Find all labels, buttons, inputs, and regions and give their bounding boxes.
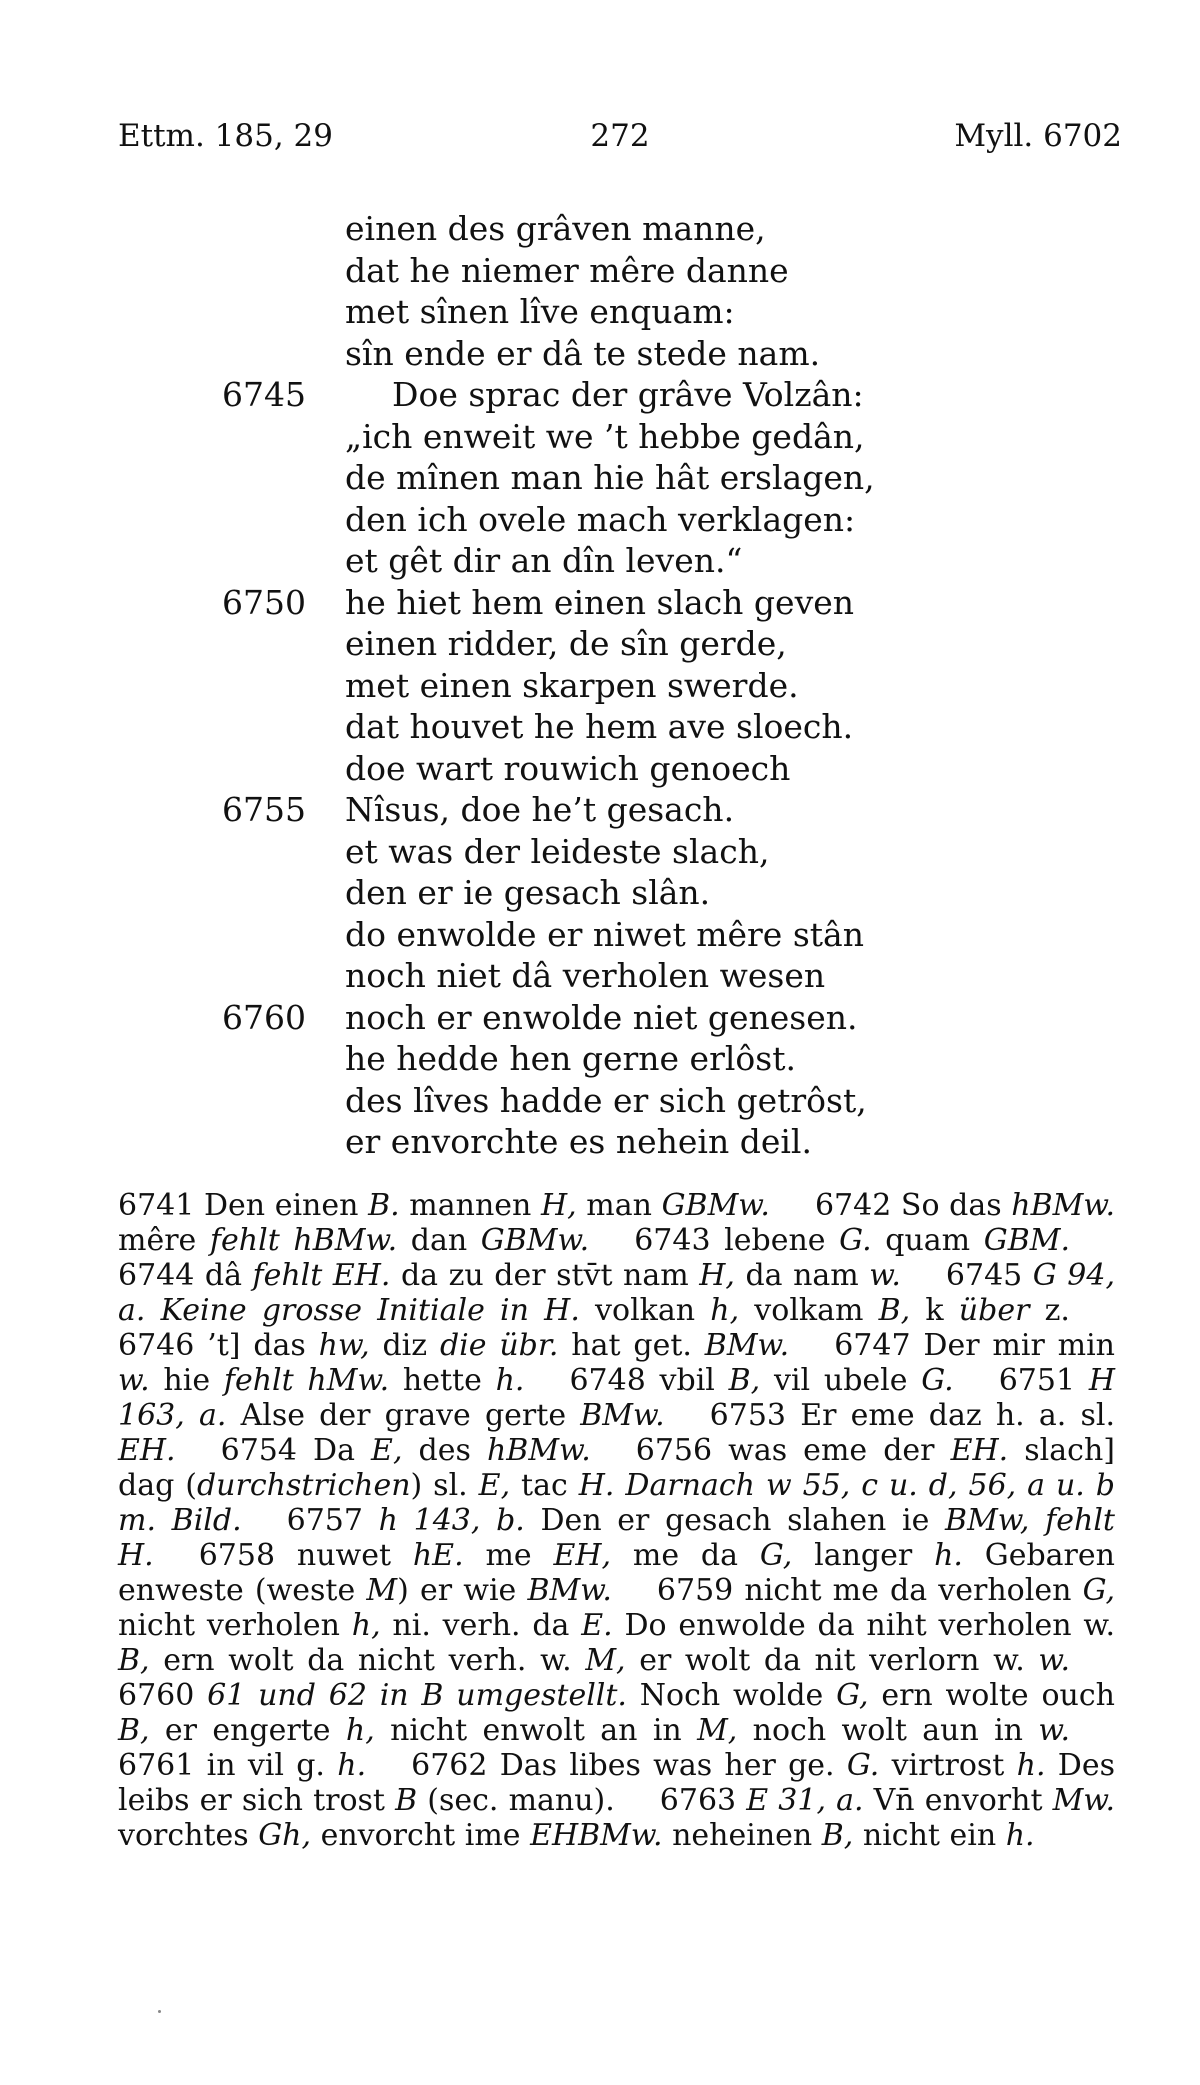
apparatus-text: Vn̄ envorht [863,1783,1053,1818]
verse-line [0,1038,1200,1080]
verse-line [0,457,1200,499]
apparatus-siglum: E. [581,1608,613,1643]
verse-line [0,416,1200,458]
apparatus-siglum: G 94, a. Keine grosse Initiale in H. [118,1258,1115,1328]
apparatus-text: ) sl. [410,1468,479,1503]
apparatus-text: Do enwolde da niht verholen w. [612,1608,1115,1643]
verse-text-line: dat he niemer mêre danne [345,250,789,290]
apparatus-siglum: GBMw. [480,1223,590,1258]
apparatus-text: slach] dag ( [118,1433,1115,1503]
apparatus-text: quam [871,1223,984,1258]
verse-text [0,208,1200,1163]
apparatus-siglum: BMw, [945,1503,1030,1538]
apparatus-siglum: w. [1038,1713,1070,1748]
apparatus-text: er engerte [149,1713,346,1748]
apparatus-text: volkam [739,1293,879,1328]
verse-text-line: einen ridder, de sîn gerde, [345,624,787,663]
apparatus-siglum: B. [368,1188,400,1223]
entry-separator [1070,1223,1115,1258]
apparatus-text: me da [611,1538,760,1573]
apparatus-entry [118,1258,901,1293]
apparatus-text: hette [389,1363,496,1398]
apparatus-text: 6754 Da [220,1433,372,1468]
apparatus-siglum: fehlt hBMw. [209,1223,398,1258]
apparatus-text: 6745 [945,1258,1033,1293]
apparatus-text: tac [510,1468,579,1503]
apparatus-text: man [576,1188,662,1223]
apparatus-siglum: EH, [553,1538,612,1573]
apparatus-text: 6744 dâ [118,1258,253,1293]
verse-number: 6750 [222,582,306,622]
apparatus-siglum: BMw. [527,1573,612,1608]
apparatus-siglum: B, [878,1293,911,1328]
apparatus-text: 6759 nicht me da verholen [656,1573,1083,1608]
apparatus-text: Alse der grave gerte [226,1398,581,1433]
apparatus-text: hie [149,1363,224,1398]
entry-separator [154,1538,199,1573]
apparatus-entry [118,1328,789,1363]
apparatus-text: 6743 lebene [634,1223,840,1258]
verse-line [0,499,1200,541]
apparatus-text: ern wolte ouch [868,1678,1115,1713]
apparatus-text: nicht verholen [118,1608,352,1643]
apparatus-text: dan [397,1223,481,1258]
apparatus-siglum: w. [1038,1643,1070,1678]
apparatus-text: nicht ein [853,1818,1006,1853]
apparatus-siglum: EH. [950,1433,1009,1468]
apparatus-entry [634,1223,1070,1258]
apparatus-text: vorchtes [118,1818,259,1853]
verse-line [0,1121,1200,1163]
verse-line [0,955,1200,997]
apparatus-entry [118,1748,366,1783]
apparatus-siglum: hBMw. [1011,1188,1115,1223]
entry-separator [1070,1643,1115,1678]
entry-separator [665,1398,710,1433]
apparatus-text: hat get. [558,1328,705,1363]
apparatus-text: k [910,1293,959,1328]
apparatus-siglum: EHBMw. [530,1818,663,1853]
verse-text-line: noch niet dâ verholen wesen [345,956,826,995]
apparatus-siglum: B, [821,1818,854,1853]
entry-separator [612,1573,657,1608]
verse-text-line: sîn ende er dâ te stede nam. [345,333,821,373]
verse-number: 6745 [222,375,306,414]
apparatus-siglum: B, [118,1643,150,1678]
apparatus-siglum: E, [371,1433,403,1468]
verse-text-line: den ich ovele mach verklagen: [345,499,856,539]
apparatus-siglum: h. [1005,1818,1035,1853]
verse-text-line: den er ie gesach slân. [345,873,711,912]
verse-number: 6760 [222,997,306,1037]
verse-line [0,374,1200,416]
verse-line [0,291,1200,333]
entry-separator [591,1433,636,1468]
apparatus-siglum: H, [540,1188,577,1223]
apparatus-siglum: E, [478,1468,511,1503]
verse-line [0,706,1200,748]
apparatus-text: 6758 nuwet [198,1538,413,1573]
apparatus-text: 6746 ’t] das [118,1328,319,1363]
apparatus-text: des [402,1433,487,1468]
verse-line [0,831,1200,873]
apparatus-siglum: hw, [318,1328,370,1363]
apparatus-siglum: BMw. [704,1328,790,1363]
apparatus-siglum: h. [1016,1748,1046,1783]
apparatus-siglum: h. [337,1748,367,1783]
entry-separator [615,1783,660,1818]
entry-separator [176,1433,221,1468]
verse-text-line: he hiet hem einen slach geven [345,582,855,622]
apparatus-siglum: hBMw. [486,1433,591,1468]
verse-line [0,997,1200,1039]
verse-text-line: et was der leideste slach, [345,831,770,871]
apparatus-text: er wolt da nit verlorn w. [625,1643,1039,1678]
apparatus-siglum: B, [728,1363,761,1398]
apparatus-text: Des leibs er sich trost [118,1748,1115,1818]
apparatus-text [1029,1503,1045,1538]
apparatus-siglum: hE. [412,1538,464,1573]
apparatus-siglum: durchstrichen [196,1468,411,1503]
apparatus-siglum: 61 und 62 in B umgestellt. [207,1678,627,1713]
apparatus-siglum: B, [118,1713,150,1748]
entry-separator [901,1258,946,1293]
apparatus-text: z. [1029,1293,1070,1328]
stray-mark [158,2010,161,2013]
verse-text-line: „ich enweit we ’t hebbe gedân, [345,416,865,456]
apparatus-text: 6747 Der mir min [834,1328,1115,1363]
apparatus-text: ) er wie [397,1573,528,1608]
verse-text-line: er envorchte es nehein deil. [345,1122,812,1161]
verse-line [0,250,1200,292]
apparatus-siglum: B [395,1783,418,1818]
apparatus-text: 6751 [998,1363,1089,1398]
verse-line [0,748,1200,790]
apparatus-siglum: G, [1082,1573,1116,1608]
verse-text-line: do enwolde er niwet mêre stân [345,914,864,954]
apparatus-siglum: h. [495,1363,525,1398]
apparatus-siglum: G. [839,1223,872,1258]
running-header [118,118,1122,158]
apparatus-siglum: EH. [118,1433,176,1468]
apparatus-siglum: w. [869,1258,901,1293]
verse-text-line: des lîves hadde er sich getrôst, [345,1080,867,1120]
verse-text-line: doe wart rouwich genoech [345,748,791,788]
verse-text-line: de mînen man hie hât erslagen, [345,458,875,497]
apparatus-entry [118,1188,770,1223]
apparatus-text: ni. verh. da [380,1608,582,1643]
entry-separator [242,1503,287,1538]
apparatus-siglum: h, [710,1293,740,1328]
verse-text-line: met einen skarpen swerde. [345,665,799,705]
apparatus-siglum: M, [585,1643,626,1678]
verse-text-line: et gêt dir an dîn leven.“ [345,541,743,580]
apparatus-siglum: G, [759,1538,793,1573]
apparatus-text: me [463,1538,554,1573]
verse-text-line: dat houvet he hem ave sloech. [345,707,854,746]
verse-text-line: met sînen lîve enquam: [345,292,735,331]
apparatus-entry [569,1363,953,1398]
page-number: 272 [590,118,650,154]
verse-line [0,582,1200,624]
apparatus-text: volkan [579,1293,711,1328]
verse-text-line: Nîsus, doe he’t gesach. [345,790,735,829]
apparatus-siglum: h, [345,1713,375,1748]
apparatus-siglum: H, [699,1258,735,1293]
apparatus-text: mêre [118,1223,210,1258]
verse-line [0,333,1200,375]
apparatus-text: nicht enwolt an in [374,1713,698,1748]
verse-line [0,914,1200,956]
verse-line [0,665,1200,707]
apparatus-siglum: Gh, [258,1818,312,1853]
apparatus-text: 6756 was eme der [635,1433,951,1468]
apparatus-siglum: h. [934,1538,963,1573]
apparatus-siglum: M, [697,1713,738,1748]
apparatus-siglum: H 163, a. [118,1363,1115,1433]
entry-separator [770,1188,815,1223]
apparatus-text: envorcht ime [311,1818,531,1853]
apparatus-entry [221,1433,591,1468]
apparatus-text: noch wolt aun in [737,1713,1039,1748]
apparatus-siglum: G, [836,1678,869,1713]
apparatus-siglum: h, [351,1608,381,1643]
apparatus-text: 6761 in vil g. [118,1748,338,1783]
apparatus-siglum: GBMw. [661,1188,770,1223]
apparatus-siglum: G. [921,1363,954,1398]
apparatus-siglum: E 31, a. [746,1783,864,1818]
apparatus-text: langer [792,1538,935,1573]
apparatus-text: 6762 Das libes was her ge. [411,1748,847,1783]
apparatus-siglum: M [366,1573,398,1608]
entry-separator [954,1363,999,1398]
verse-line [0,789,1200,831]
apparatus-siglum: fehlt hMw. [223,1363,390,1398]
apparatus-entry [118,1678,1115,1748]
apparatus-text: neheinen [662,1818,822,1853]
apparatus-text: ern wolt da nicht verh. w. [149,1643,586,1678]
verse-text-line: Doe sprac der grâve Volzân: [392,375,864,414]
verse-number: 6755 [222,790,306,829]
apparatus-text: 6741 Den einen [118,1188,369,1223]
apparatus-siglum: die übr. [439,1328,559,1363]
apparatus-text: 6757 [286,1503,379,1538]
apparatus-text: vil ubele [760,1363,922,1398]
entry-separator [789,1328,834,1363]
verse-line [0,1080,1200,1122]
apparatus-text: (sec. manu). [417,1783,615,1818]
apparatus-text: 6760 [118,1678,208,1713]
apparatus-siglum: fehlt EH. [252,1258,391,1293]
apparatus-siglum: über [958,1293,1030,1328]
apparatus-text: da nam [734,1258,870,1293]
apparatus-text: da zu der stv̄t nam [390,1258,700,1293]
apparatus-siglum: H. Darnach w 55, c u. d, 56, a u. b m. Bild. [118,1468,1115,1538]
verse-line [0,208,1200,250]
verse-text-line: einen des grâven manne, [345,209,766,248]
verse-line [0,623,1200,665]
verse-line [0,540,1200,582]
apparatus-text: diz [369,1328,440,1363]
apparatus-text: 6753 Er eme daz h. a. sl. [709,1398,1115,1433]
apparatus-siglum: w. [118,1363,150,1398]
apparatus-text: Gebaren enweste (weste [118,1538,1115,1608]
entry-separator [524,1363,569,1398]
entry-separator [1070,1293,1115,1328]
apparatus-siglum: GBM. [983,1223,1070,1258]
entry-separator [589,1223,634,1258]
apparatus-text: Den er gesach slahen ie [524,1503,946,1538]
apparatus-siglum: fehlt H. [118,1503,1115,1573]
apparatus-siglum: BMw. [580,1398,665,1433]
apparatus-text: mannen [399,1188,541,1223]
verse-text-line: noch er enwolde niet genesen. [345,997,858,1037]
entry-separator [366,1748,411,1783]
verse-line [0,872,1200,914]
apparatus-siglum: h 143, b. [378,1503,525,1538]
apparatus-siglum: Mw. [1052,1783,1116,1818]
header-left-reference: Ettm. 185, 29 [118,118,333,154]
apparatus-text: 6742 So das [814,1188,1012,1223]
apparatus-text: 6748 vbil [569,1363,729,1398]
apparatus-text: virtrost [879,1748,1017,1783]
entry-separator [1070,1713,1115,1748]
verse-text-line: he hedde hen gerne erlôst. [345,1039,796,1078]
apparatus-text: Noch wolde [626,1678,837,1713]
header-right-reference: Myll. 6702 [954,118,1122,154]
apparatus-text: 6763 [659,1783,747,1818]
apparatus-siglum: G. [846,1748,880,1783]
critical-apparatus [118,1188,1115,1853]
